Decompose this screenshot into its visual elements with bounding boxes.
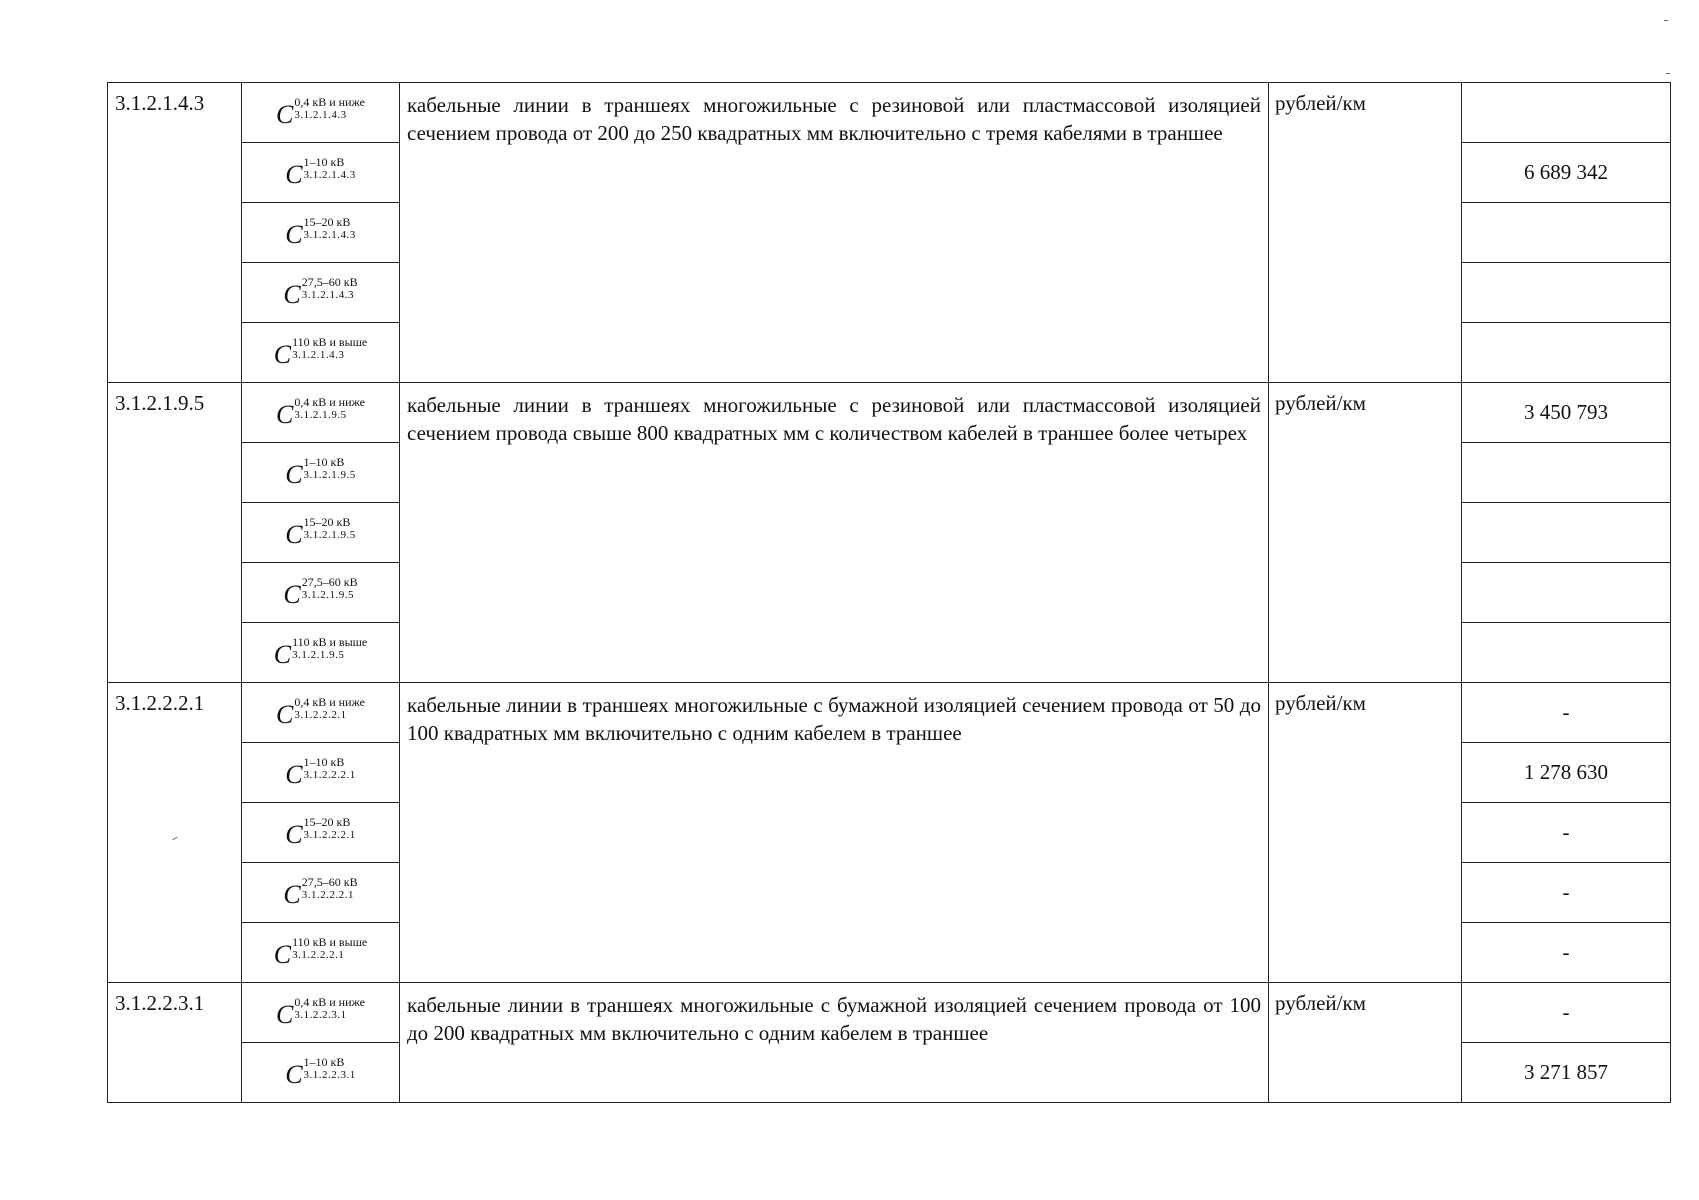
coefficient-symbol <box>242 923 400 983</box>
coefficient-index: 3.1.2.1.9.5 <box>303 528 356 541</box>
rate-value <box>1462 263 1671 323</box>
coefficient-index: 3.1.2.1.4.3 <box>292 348 345 361</box>
table-row <box>108 83 1671 143</box>
table-row <box>108 383 1671 443</box>
coefficient-formula <box>276 96 365 130</box>
coefficient-formula <box>285 816 356 850</box>
coefficient-symbol <box>242 83 400 143</box>
coefficient-formula <box>274 336 367 370</box>
coefficient-letter: C <box>273 339 292 369</box>
coefficient-formula <box>276 696 365 730</box>
coefficient-letter: C <box>276 999 294 1029</box>
voltage-class: 27,5–60 кВ <box>301 274 358 289</box>
rate-value: 1 278 630 <box>1462 743 1671 803</box>
coefficient-symbol <box>242 563 400 623</box>
voltage-class: 27,5–60 кВ <box>301 874 358 889</box>
coefficient-scripts <box>292 336 367 361</box>
coefficient-symbol <box>242 863 400 923</box>
coefficient-symbol <box>242 623 400 683</box>
coefficient-index: 3.1.2.2.2.1 <box>292 948 345 961</box>
rate-value: - <box>1462 923 1671 983</box>
coefficient-letter: C <box>285 519 303 549</box>
rate-value <box>1462 323 1671 383</box>
coefficient-symbol <box>242 983 400 1043</box>
rate-value <box>1462 203 1671 263</box>
rate-value: - <box>1462 863 1671 923</box>
voltage-class: 1–10 кВ <box>303 754 345 769</box>
coefficient-scripts <box>294 696 365 721</box>
coefficient-scripts <box>294 996 365 1021</box>
rates-table <box>107 82 1671 1103</box>
voltage-class: 110 кВ и выше <box>292 634 368 649</box>
coefficient-index: 3.1.2.2.2.1 <box>294 708 347 721</box>
coefficient-scripts <box>304 816 356 841</box>
rate-value <box>1462 83 1671 143</box>
coefficient-formula <box>285 456 356 490</box>
voltage-class: 0,4 кВ и ниже <box>294 394 365 409</box>
coefficient-letter: C <box>285 1059 303 1089</box>
coefficient-formula <box>285 156 356 190</box>
rate-value: - <box>1462 983 1671 1043</box>
coefficient-formula <box>283 576 357 610</box>
coefficient-scripts <box>304 156 356 181</box>
coefficient-formula <box>285 516 356 550</box>
coefficient-letter: C <box>285 159 303 189</box>
rate-value <box>1462 443 1671 503</box>
coefficient-symbol <box>242 383 400 443</box>
coefficient-symbol <box>242 263 400 323</box>
row-description: кабельные линии в траншеях многожильные с резиновой или пластмассовой изоляцией сечением провода от 200 до 250 квадратных мм включительно с тремя кабелями в траншее <box>400 83 1269 383</box>
voltage-class: 0,4 кВ и ниже <box>294 694 365 709</box>
coefficient-scripts <box>302 276 358 301</box>
scan-speck <box>1664 20 1668 21</box>
coefficient-scripts <box>304 516 356 541</box>
coefficient-scripts <box>292 936 367 961</box>
coefficient-index: 3.1.2.1.4.3 <box>303 228 356 241</box>
voltage-class: 110 кВ и выше <box>292 334 368 349</box>
coefficient-formula <box>283 876 357 910</box>
coefficient-letter: C <box>276 699 294 729</box>
coefficient-symbol <box>242 743 400 803</box>
coefficient-symbol <box>242 503 400 563</box>
coefficient-index: 3.1.2.1.9.5 <box>303 468 356 481</box>
row-description: кабельные линии в траншеях многожильные с бумажной изоляцией сечением провода от 50 до 100 квадратных мм включительно с одним кабелем в траншее <box>400 683 1269 983</box>
coefficient-index: 3.1.2.2.2.1 <box>301 888 354 901</box>
coefficient-formula <box>274 636 367 670</box>
voltage-class: 0,4 кВ и ниже <box>294 994 365 1009</box>
coefficient-letter: C <box>285 219 303 249</box>
coefficient-index: 3.1.2.1.4.3 <box>301 288 354 301</box>
coefficient-letter: C <box>276 99 294 129</box>
coefficient-letter: C <box>285 459 303 489</box>
coefficient-scripts <box>302 576 358 601</box>
coefficient-scripts <box>292 636 367 661</box>
row-code: 3.1.2.1.4.3 <box>108 83 242 383</box>
coefficient-index: 3.1.2.2.2.1 <box>303 828 356 841</box>
voltage-class: 1–10 кВ <box>303 454 345 469</box>
row-description: кабельные линии в траншеях многожильные с резиновой или пластмассовой изоляцией сечением провода свыше 800 квадратных мм с количеством кабелей в траншее более четырех <box>400 383 1269 683</box>
row-code: 3.1.2.2.3.1 <box>108 983 242 1103</box>
coefficient-formula <box>285 216 356 250</box>
coefficient-scripts <box>304 216 356 241</box>
rate-value: - <box>1462 803 1671 863</box>
voltage-class: 1–10 кВ <box>303 1054 345 1069</box>
coefficient-formula <box>285 756 356 790</box>
coefficient-formula <box>283 276 357 310</box>
coefficient-symbol <box>242 443 400 503</box>
coefficient-symbol <box>242 143 400 203</box>
row-unit: рублей/км <box>1269 383 1462 683</box>
coefficient-letter: C <box>283 279 301 309</box>
row-code: 3.1.2.1.9.5 <box>108 383 242 683</box>
coefficient-scripts <box>304 756 356 781</box>
voltage-class: 0,4 кВ и ниже <box>294 94 365 109</box>
coefficient-letter: C <box>276 399 294 429</box>
coefficient-symbol <box>242 683 400 743</box>
coefficient-symbol <box>242 803 400 863</box>
row-unit: рублей/км <box>1269 83 1462 383</box>
coefficient-index: 3.1.2.1.4.3 <box>294 108 347 121</box>
coefficient-scripts <box>294 96 365 121</box>
coefficient-index: 3.1.2.1.9.5 <box>294 408 347 421</box>
coefficient-letter: C <box>273 639 292 669</box>
rate-value <box>1462 503 1671 563</box>
table-row <box>108 983 1671 1043</box>
coefficient-scripts <box>294 396 365 421</box>
row-unit: рублей/км <box>1269 983 1462 1103</box>
voltage-class: 110 кВ и выше <box>292 934 368 949</box>
voltage-class: 15–20 кВ <box>303 214 351 229</box>
coefficient-formula <box>276 996 365 1030</box>
coefficient-symbol <box>242 323 400 383</box>
rate-value: 3 450 793 <box>1462 383 1671 443</box>
coefficient-index: 3.1.2.1.9.5 <box>301 588 354 601</box>
coefficient-symbol <box>242 203 400 263</box>
rates-table-body <box>108 83 1671 1103</box>
coefficient-scripts <box>304 456 356 481</box>
coefficient-symbol <box>242 1043 400 1103</box>
coefficient-scripts <box>304 1056 356 1081</box>
coefficient-letter: C <box>285 759 303 789</box>
rate-value: 3 271 857 <box>1462 1043 1671 1103</box>
coefficient-index: 3.1.2.2.3.1 <box>294 1008 347 1021</box>
coefficient-formula <box>285 1056 356 1090</box>
coefficient-index: 3.1.2.1.4.3 <box>303 168 356 181</box>
coefficient-letter: C <box>283 879 301 909</box>
coefficient-index: 3.1.2.2.2.1 <box>303 768 356 781</box>
rate-value <box>1462 623 1671 683</box>
coefficient-scripts <box>302 876 358 901</box>
voltage-class: 15–20 кВ <box>303 514 351 529</box>
coefficient-index: 3.1.2.2.3.1 <box>303 1068 356 1081</box>
voltage-class: 27,5–60 кВ <box>301 574 358 589</box>
voltage-class: 15–20 кВ <box>303 814 351 829</box>
table-row <box>108 683 1671 743</box>
rate-value: - <box>1462 683 1671 743</box>
coefficient-index: 3.1.2.1.9.5 <box>292 648 345 661</box>
row-code: 3.1.2.2.2.1 <box>108 683 242 983</box>
coefficient-letter: C <box>283 579 301 609</box>
coefficient-formula <box>274 936 367 970</box>
voltage-class: 1–10 кВ <box>303 154 345 169</box>
row-unit: рублей/км <box>1269 683 1462 983</box>
scan-speck <box>1666 73 1670 74</box>
coefficient-letter: C <box>273 939 292 969</box>
row-description: кабельные линии в траншеях многожильные с бумажной изоляцией сечением провода от 100 до 200 квадратных мм включительно с одним кабелем в траншее <box>400 983 1269 1103</box>
coefficient-formula <box>276 396 365 430</box>
rate-value <box>1462 563 1671 623</box>
rate-value: 6 689 342 <box>1462 143 1671 203</box>
coefficient-letter: C <box>285 819 303 849</box>
